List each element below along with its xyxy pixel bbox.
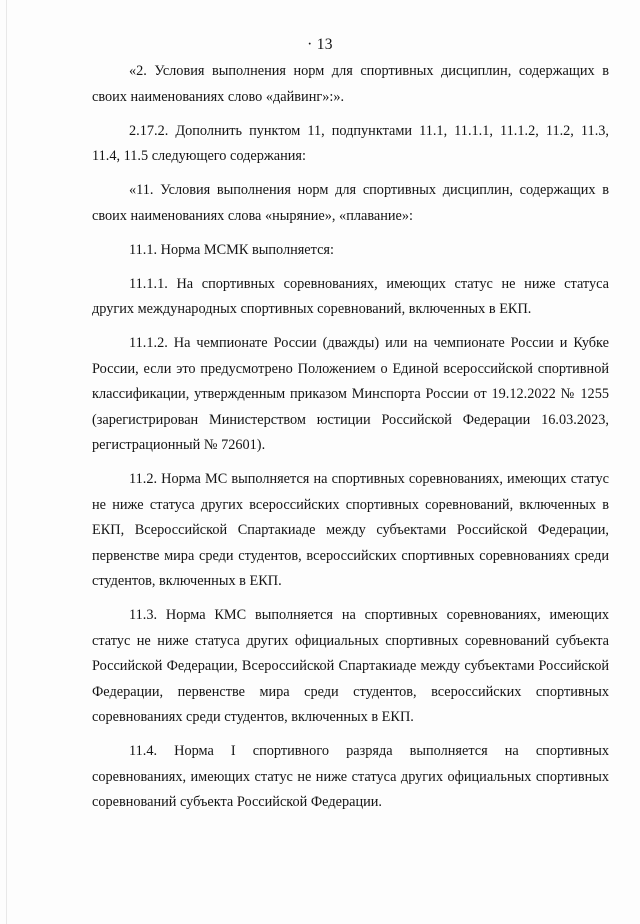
- paragraph-diving-conditions: «2. Условия выполнения норм для спортивных дисциплин, содержащих в своих наименованиях слово «дайвинг»:».: [92, 63, 609, 105]
- paragraph-11-4: 11.4. Норма I спортивного разряда выполняется на спортивных соревнованиях, имеющих статус не ниже статуса других официальных спортивных соревнований субъекта Российской Федерации.: [92, 743, 609, 810]
- paragraph-11-2: 11.2. Норма МС выполняется на спортивных соревнованиях, имеющих статус не ниже статуса других всероссийских спортивных соревнований, включенных в ЕКП, Всероссийской Спартакиаде между субъектами Российской Федерации, первенстве мира среди студентов, всероссийских спортивных соревнованиях среди студентов, включенных в ЕКП.: [92, 471, 609, 589]
- paragraph-11-3: 11.3. Норма КМС выполняется на спортивных соревнованиях, имеющих статус не ниже статуса других официальных спортивных соревнований субъекта Российской Федерации, Всероссийской Спартакиаде между субъектами Российской Федерации, первенстве мира среди студентов, всероссийских спортивных соревнованиях среди студентов, включенных в ЕКП.: [92, 607, 609, 725]
- paragraph-11-1-2: 11.1.2. На чемпионате России (дважды) или на чемпионате России и Кубке России, если это предусмотрено Положением о Единой всероссийской спортивной классификации, утвержденным приказом Минспорта России от 19.12.2022 № 1255 (зарегистрирован Министерством юстиции Российской Федерации 16.03.2023, регистрационный № 72601).: [92, 335, 609, 453]
- scan-edge-line: [6, 0, 7, 924]
- page-number: · 13: [307, 36, 333, 53]
- document-body: [92, 59, 609, 824]
- paragraph-11-1-1: 11.1.1. На спортивных соревнованиях, имеющих статус не ниже статуса других международных спортивных соревнований, включенных в ЕКП.: [92, 275, 609, 317]
- paragraph-11-1: 11.1. Норма МСМК выполняется:: [129, 241, 334, 258]
- paragraph-11-conditions: «11. Условия выполнения норм для спортивных дисциплин, содержащих в своих наименованиях слова «ныряние», «плавание»:: [92, 182, 609, 224]
- paragraph-2-17-2: 2.17.2. Дополнить пунктом 11, подпунктами 11.1, 11.1.1, 11.1.2, 11.2, 11.3, 11.4, 11.5 следующего содержания:: [92, 122, 609, 164]
